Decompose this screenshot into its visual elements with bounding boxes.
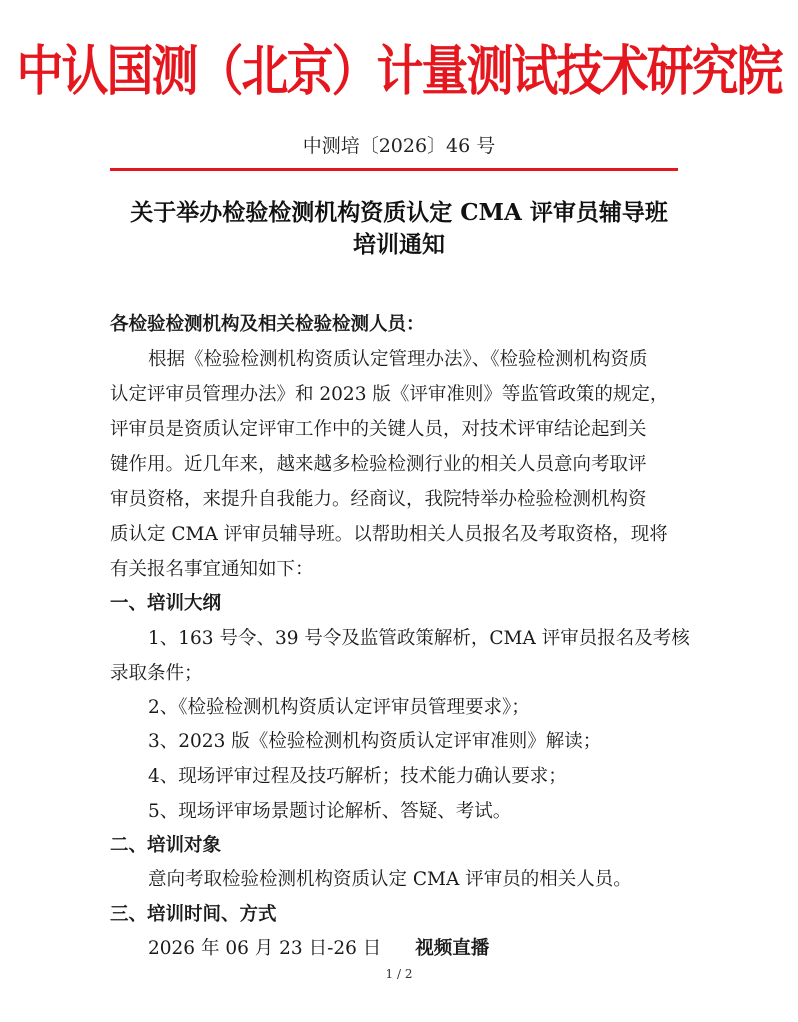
notice-title-line-1: 关于举办检验检测机构资质认定 CMA 评审员辅导班 [130,199,668,226]
organization-title: 中认国测（北京）计量测试技术研究院 [16,39,782,104]
intro-line: 审员资格，来提升自我能力。经商议，我院特举办检验检测机构资 [110,489,647,510]
intro-line: 质认定 CMA 评审员辅导班。以帮助相关人员报名及考取资格，现将 [110,524,668,545]
schedule-date: 2026 年 06 月 23 日-26 日 [148,938,382,959]
section-heading-schedule: 三、培训时间、方式 [110,904,277,925]
outline-item: 2、《检验检测机构资质认定评审员管理要求》； [148,697,530,718]
outline-item: 3、2023 版《检验检测机构资质认定评审准则》解读； [148,731,602,752]
outline-item: 录取条件； [110,663,203,684]
section-heading-outline: 一、培训大纲 [110,593,222,614]
outline-item: 5、现场评审场景题讨论解析、答疑、考试。 [148,801,512,822]
intro-line: 根据《检验检测机构资质认定管理办法》、《检验检测机构资质 [148,349,648,370]
document-number: 中测培〔2026〕46 号 [302,135,496,157]
outline-item: 4、现场评审过程及技巧解析；技术能力确认要求； [148,766,567,787]
red-divider-line [110,168,678,171]
intro-line: 认定评审员管理办法》和 2023 版《评审准则》等监管政策的规定， [110,384,669,405]
schedule-line [148,935,489,963]
page-number: 1 / 2 [385,967,413,981]
intro-line: 有关报名事宜通知如下： [110,559,314,580]
intro-line: 键作用。近几年来，越来越多检验检测行业的相关人员意向考取评 [110,454,647,475]
notice-title-line-2: 培训通知 [353,231,445,258]
outline-item: 1、163 号令、39 号令及监管政策解析，CMA 评审员报名及考核 [148,628,690,649]
section-heading-audience: 二、培训对象 [110,835,222,856]
intro-line: 评审员是资质认定评审工作中的关键人员，对技术评审结论起到关 [110,419,647,440]
audience-text: 意向考取检验检测机构资质认定 CMA 评审员的相关人员。 [148,869,632,890]
salutation: 各检验检测机构及相关检验检测人员： [110,314,425,335]
schedule-mode: 视频直播 [415,938,490,959]
